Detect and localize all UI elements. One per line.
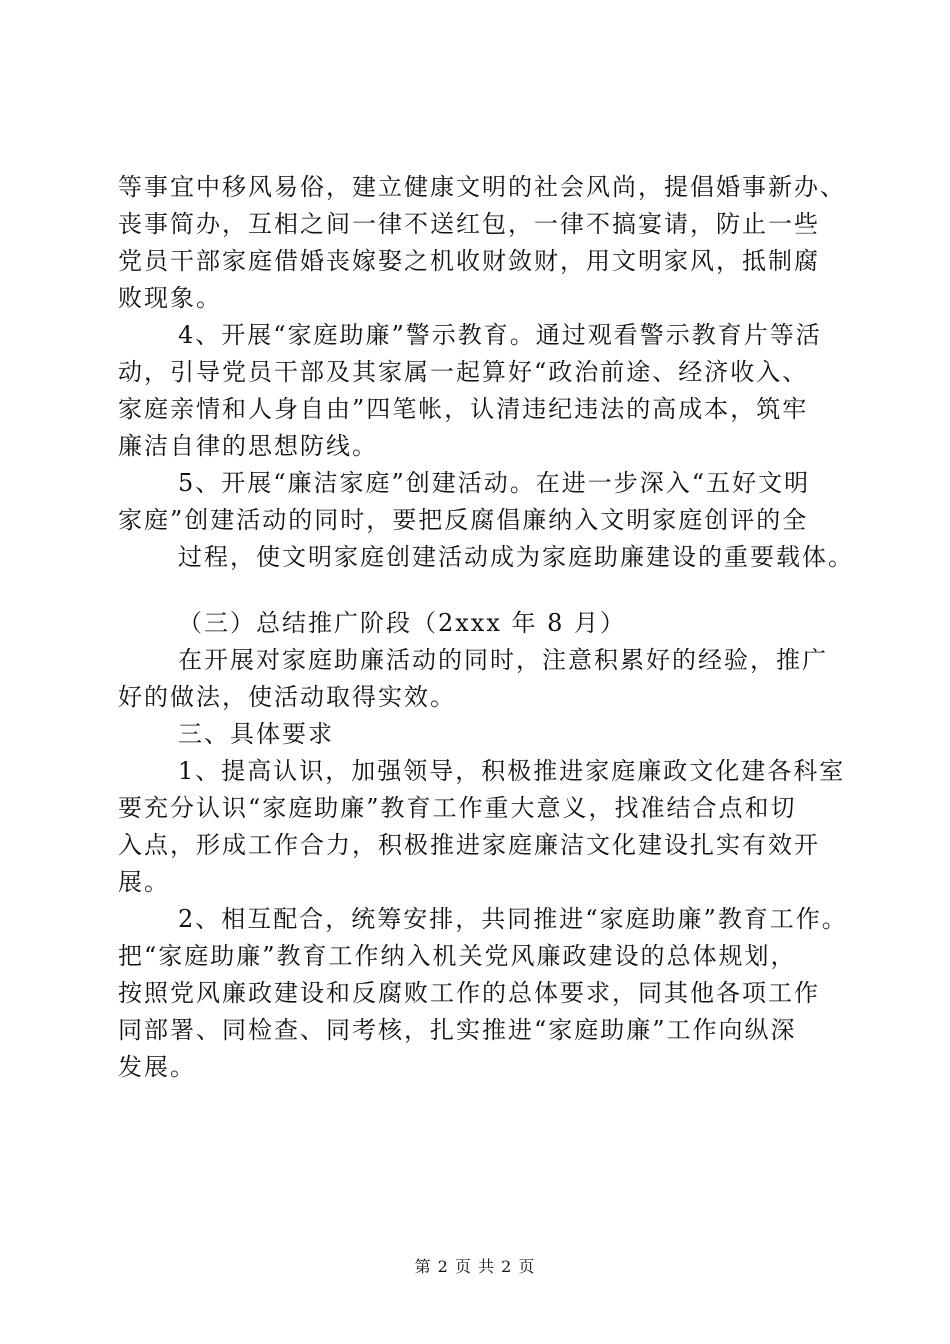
paragraph-line: 按照党风廉政建设和反腐败工作的总体要求，同其他各项工作 bbox=[118, 979, 820, 1007]
section-heading: （三）总结推广阶段（2xxx 年 8 月） bbox=[178, 609, 627, 637]
paragraph-line: 过程，使文明家庭创建活动成为家庭助廉建设的重要载体。 bbox=[178, 543, 854, 571]
paragraph-line: 廉洁自律的思想防线。 bbox=[118, 432, 378, 460]
paragraph-line: 党员干部家庭借婚丧嫁娶之机收财敛财，用文明家风，抵制腐 bbox=[118, 247, 820, 275]
paragraph-line: 2、相互配合，统筹安排，共同推进“家庭助廉”教育工作。 bbox=[178, 905, 848, 933]
paragraph-line: 家庭”创建活动的同时，要把反腐倡廉纳入文明家庭创评的全 bbox=[118, 506, 809, 534]
paragraph-line: 入点，形成工作合力，积极推进家庭廉洁文化建设扎实有效开 bbox=[118, 831, 820, 859]
paragraph-line: 要充分认识“家庭助廉”教育工作重大意义，找准结合点和切 bbox=[118, 794, 797, 822]
paragraph-line: 丧事简办，互相之间一律不送红包，一律不搞宴请，防止一些 bbox=[118, 210, 820, 238]
paragraph-line: 发展。 bbox=[118, 1053, 196, 1081]
paragraph-line: 4、开展“家庭助廉”警示教育。通过观看警示教育片等活 bbox=[178, 321, 822, 349]
section-heading: 三、具体要求 bbox=[178, 720, 334, 748]
paragraph-line: 好的做法，使活动取得实效。 bbox=[118, 683, 456, 711]
paragraph-line: 把“家庭助廉”教育工作纳入机关党风廉政建设的总体规划， bbox=[118, 942, 797, 970]
page-number-footer: 第 2 页 共 2 页 bbox=[414, 1257, 536, 1276]
paragraph-line: 1、提高认识，加强领导，积极推进家庭廉政文化建各科室 bbox=[178, 757, 846, 785]
paragraph-line: 在开展对家庭助廉活动的同时，注意积累好的经验，推广 bbox=[178, 646, 828, 674]
paragraph-line: 动，引导党员干部及其家属一起算好“政治前途、经济收入、 bbox=[118, 358, 809, 386]
paragraph-line: 等事宜中移风易俗，建立健康文明的社会风尚，提倡婚事新办、 bbox=[118, 173, 846, 201]
paragraph-line: 败现象。 bbox=[118, 284, 222, 312]
paragraph-line: 同部署、同检查、同考核，扎实推进“家庭助廉”工作向纵深 bbox=[118, 1016, 797, 1044]
paragraph-line: 5、开展“廉洁家庭”创建活动。在进一步深入“五好文明 bbox=[178, 469, 811, 497]
paragraph-line: 家庭亲情和人身自由”四笔帐，认清违纪违法的高成本，筑牢 bbox=[118, 395, 809, 423]
paragraph-line: 展。 bbox=[118, 868, 170, 896]
